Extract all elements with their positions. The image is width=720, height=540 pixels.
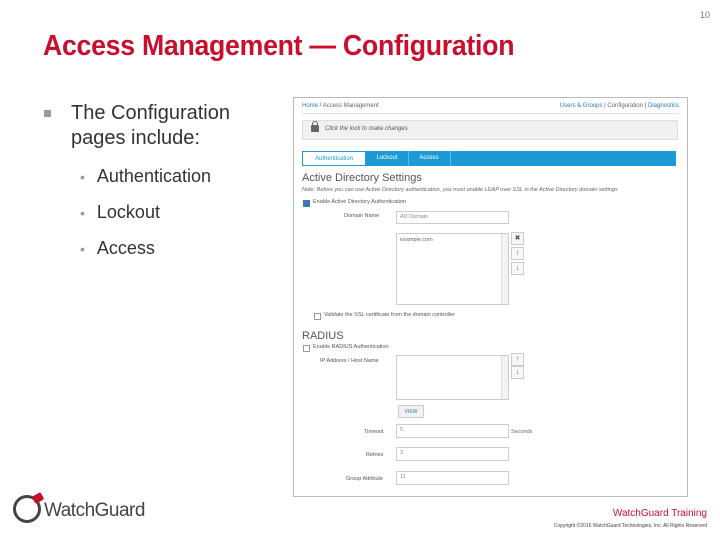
watchguard-logo: [13, 494, 145, 526]
enable-radius-checkbox[interactable]: [303, 345, 310, 352]
breadcrumb-separator: /: [318, 103, 323, 109]
group-attribute-input[interactable]: 11: [396, 471, 509, 485]
view-button[interactable]: VIEW: [398, 405, 424, 418]
enable-ad-checkbox[interactable]: [303, 200, 310, 207]
footer-copyright: Copyright ©2016 WatchGuard Technologies, Inc. All Rights Reserved: [553, 523, 707, 529]
main-bullet-text: The Configuration pages include:: [71, 102, 230, 149]
validate-ssl-checkbox[interactable]: [314, 313, 321, 320]
link-separator: |: [643, 103, 648, 109]
tab-bar: [302, 151, 676, 166]
retries-label: Retries: [366, 452, 384, 458]
remove-domain-icon[interactable]: ✖: [511, 232, 524, 245]
breadcrumb-bar: [302, 101, 679, 114]
sub-bullet-text: Lockout: [96, 202, 160, 222]
sub-bullet-lockout: [80, 200, 211, 236]
breadcrumb: [302, 103, 379, 109]
sub-bullet-access: [80, 236, 211, 272]
breadcrumb-current: Access Management: [322, 103, 379, 109]
link-separator: |: [602, 103, 608, 109]
active-directory-note: Note: Before you can use Active Directory authentication, you must enable LDAP over SSL in the Active Directory domain settings: [302, 187, 618, 193]
timeout-input[interactable]: 5: [396, 424, 509, 438]
breadcrumb-home-link[interactable]: Home: [302, 103, 319, 109]
square-bullet-icon: [44, 110, 51, 117]
radius-heading: RADIUS: [302, 330, 344, 342]
page-number: 10: [699, 10, 710, 20]
configuration-screenshot: [293, 97, 688, 497]
move-down-icon[interactable]: ↓: [511, 366, 524, 379]
tab-lockout[interactable]: Lockout: [366, 151, 409, 166]
enable-radius-label: Enable RADIUS Authentication: [313, 344, 389, 350]
domain-list-item[interactable]: example.com: [400, 237, 433, 243]
sub-bullet-authentication: [80, 164, 211, 200]
watchguard-logo-text: WatchGuard: [44, 500, 145, 521]
domain-name-input[interactable]: AD Domain: [396, 211, 509, 224]
timeout-unit: Seconds: [511, 429, 533, 435]
tab-access[interactable]: Access: [408, 151, 451, 166]
move-up-icon[interactable]: ↑: [511, 353, 524, 366]
top-links: [560, 103, 679, 109]
move-up-icon[interactable]: ↑: [511, 247, 524, 260]
tab-authentication[interactable]: Authentication: [302, 151, 366, 166]
active-directory-heading: Active Directory Settings: [302, 172, 422, 184]
watchguard-logo-mark-icon: [13, 495, 41, 523]
radius-server-list[interactable]: [396, 355, 509, 400]
lock-bar[interactable]: [302, 120, 678, 140]
footer-training: WatchGuard Training: [612, 508, 707, 519]
configuration-link[interactable]: Configuration: [607, 103, 644, 109]
dot-bullet-icon: •: [80, 169, 85, 185]
group-attribute-label: Group Attribute: [346, 476, 383, 482]
users-groups-link[interactable]: Users & Groups: [559, 103, 603, 109]
dot-bullet-icon: •: [80, 241, 85, 257]
domain-list-scrollbar[interactable]: [501, 234, 508, 304]
retries-input[interactable]: 3: [396, 447, 509, 461]
dot-bullet-icon: •: [80, 205, 85, 221]
move-down-icon[interactable]: ↓: [511, 262, 524, 275]
enable-ad-label: Enable Active Directory Authentication: [313, 199, 406, 205]
diagnostics-link[interactable]: Diagnostics: [647, 103, 679, 109]
main-bullet: [44, 101, 274, 151]
validate-ssl-label: Validate the SSL certificate from the domain controller: [324, 312, 455, 318]
ip-address-label: IP Address / Host Name: [320, 358, 379, 364]
sub-bullet-list: [80, 164, 211, 272]
lock-message: Click the lock to make changes: [325, 126, 408, 132]
radius-list-scrollbar[interactable]: [501, 356, 508, 399]
sub-bullet-text: Authentication: [96, 166, 211, 186]
slide-title: Access Management — Configuration: [43, 30, 515, 62]
sub-bullet-text: Access: [96, 238, 155, 258]
timeout-label: Timeout: [364, 429, 384, 435]
domain-name-label: Domain Name: [344, 213, 380, 219]
lock-icon[interactable]: [311, 125, 319, 132]
domain-list[interactable]: [396, 233, 509, 305]
